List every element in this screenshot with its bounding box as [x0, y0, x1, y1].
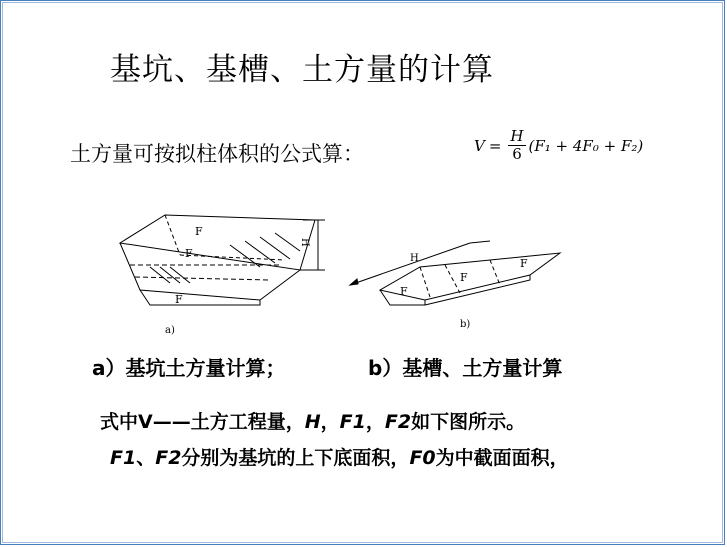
trench-drawing — [350, 241, 560, 305]
figure-b-label: b) — [460, 319, 471, 330]
intro-text: 土方量可按拟柱体积的公式算： — [70, 142, 364, 166]
note1-suffix: 如下图所示。 — [411, 411, 526, 433]
trench-face-left-label: F — [400, 285, 408, 298]
formula-rhs: (F₁ + 4F₀ + F₂) — [528, 136, 644, 155]
caption-b: b）基槽、土方量计算 — [368, 356, 563, 380]
note2-f2: F2 — [155, 447, 182, 469]
formula-lhs: V — [474, 136, 485, 155]
note2-f1: F1 — [110, 447, 137, 469]
note2-suffix: 为中截面面积， — [435, 447, 569, 469]
pit-face-bottom-label: F — [175, 293, 183, 306]
definition-line-1 — [100, 407, 525, 434]
pit-height-label: H — [299, 238, 310, 247]
pit-trench-diagram — [110, 205, 580, 345]
trench-face-right-label: F — [520, 257, 528, 270]
note2-sep: 、 — [136, 447, 156, 469]
pit-drawing — [120, 215, 325, 305]
note1-h: H — [304, 411, 321, 433]
note1-sep2: ， — [365, 411, 385, 433]
note1-sep1: ， — [320, 411, 340, 433]
formula-denominator: 6 — [512, 145, 522, 163]
note1-f1: F1 — [339, 411, 366, 433]
caption-a: a）基坑土方量计算； — [92, 356, 286, 380]
formula-numerator: H — [510, 127, 524, 145]
pit-face-top-label: F — [195, 225, 203, 238]
definition-line-2 — [110, 443, 569, 470]
slide-title: 基坑、基槽、土方量的计算 — [110, 52, 494, 88]
pit-face-mid-label: F — [185, 247, 193, 260]
note1-f2: F2 — [384, 411, 412, 433]
note1-prefix: 式中V——土方工程量， — [100, 411, 305, 433]
formula-fraction — [508, 128, 525, 163]
trench-length-label: H — [410, 253, 419, 264]
note2-mid: 分别为基坑的上下底面积， — [181, 447, 410, 469]
formula-equals: = — [488, 136, 502, 155]
figure-a-label: a) — [165, 325, 175, 336]
trench-face-mid-label: F — [460, 271, 468, 284]
volume-formula — [474, 128, 643, 163]
note2-f0: F0 — [409, 447, 436, 469]
